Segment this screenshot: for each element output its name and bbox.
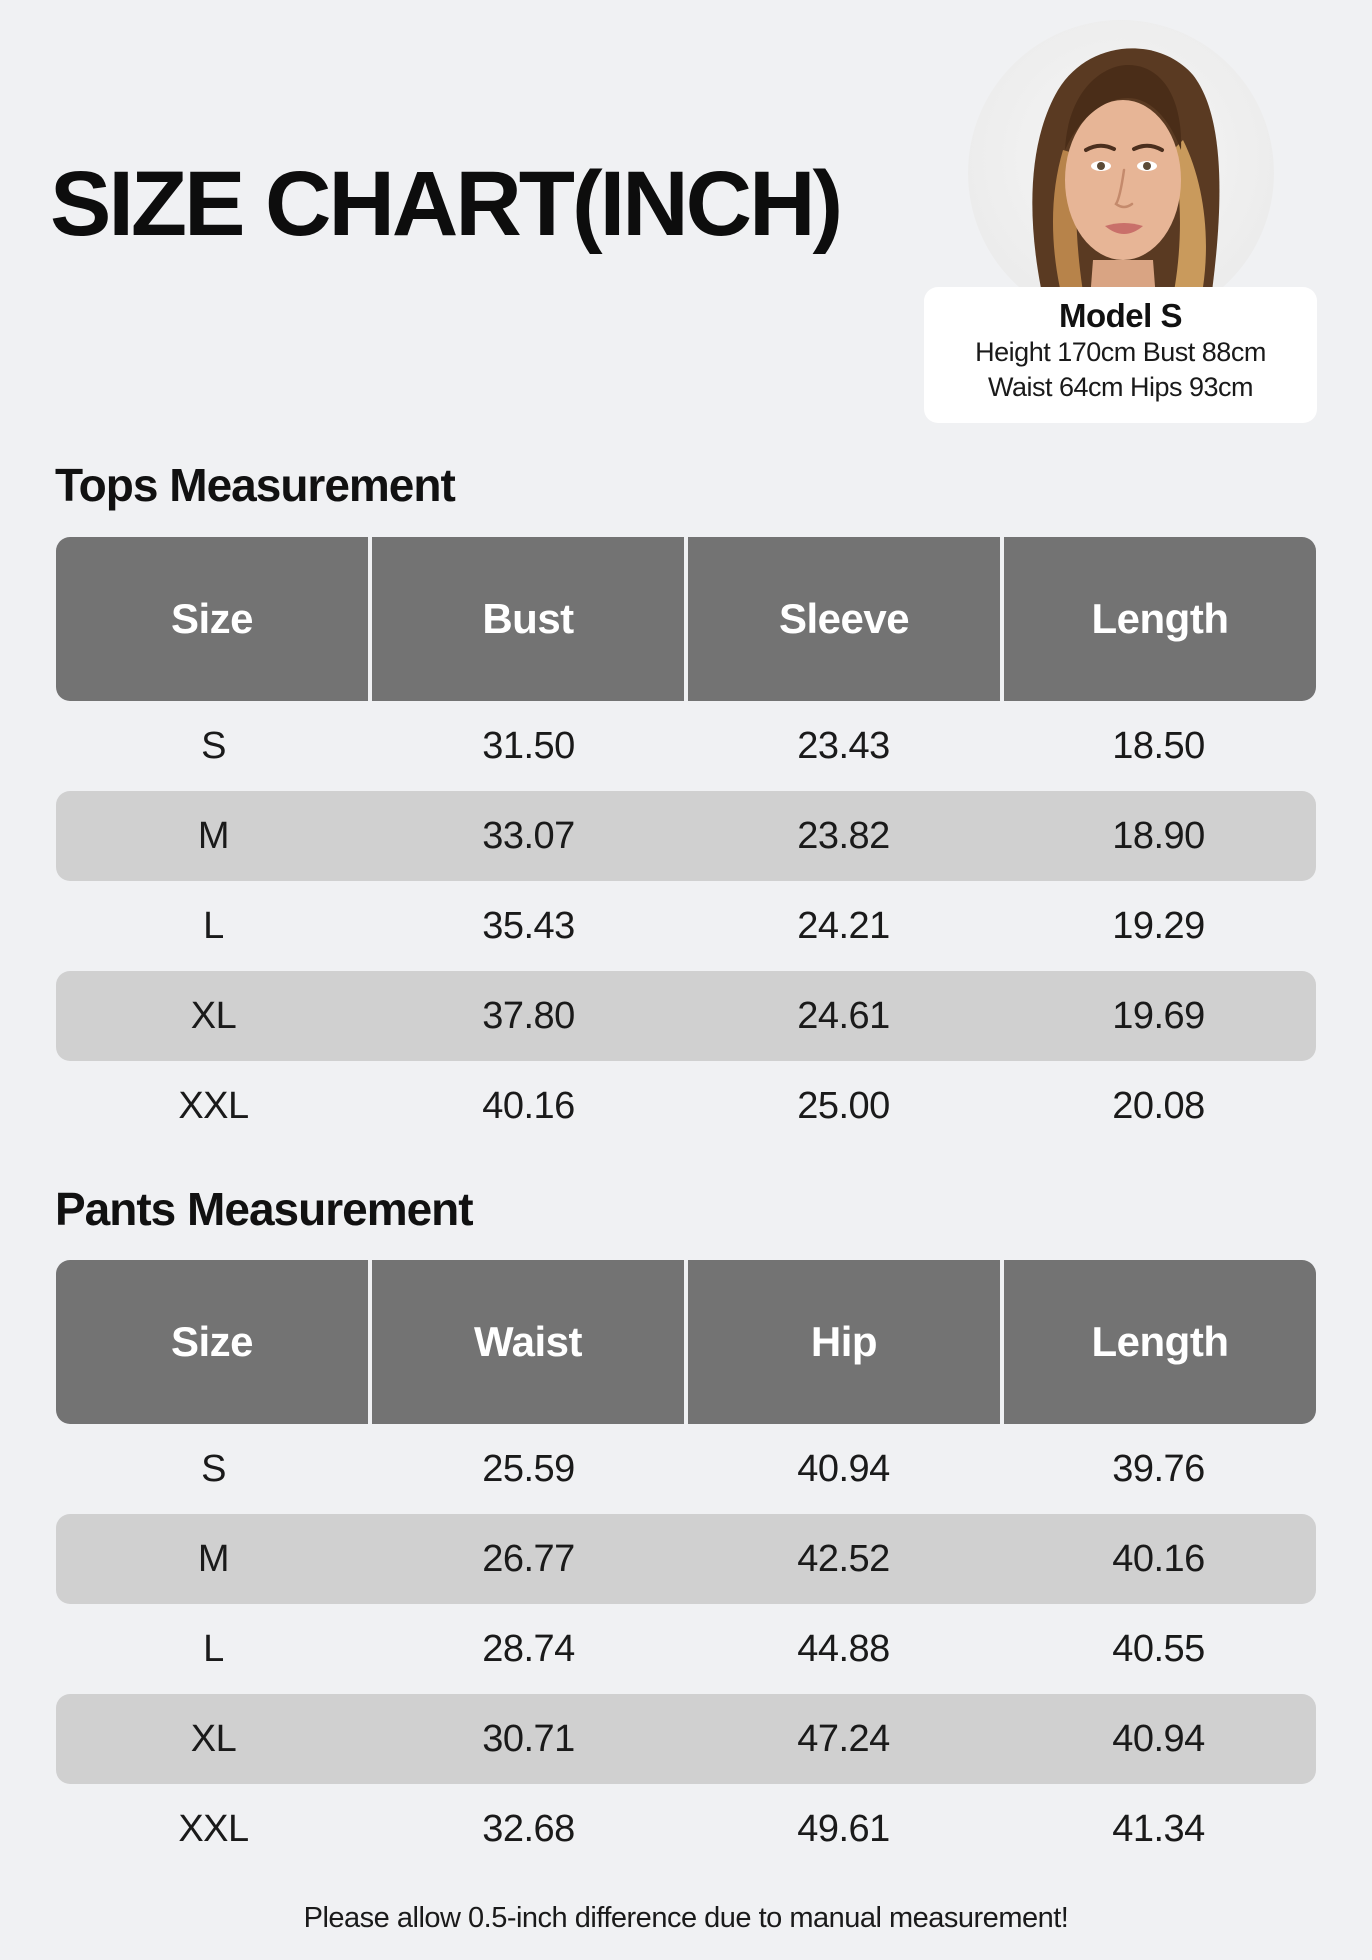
tops-header-sleeve: Sleeve [684, 537, 1000, 701]
table-cell: 40.16 [1112, 1537, 1205, 1580]
table-cell: 40.94 [1112, 1717, 1205, 1760]
table-cell: 42.52 [797, 1537, 890, 1580]
table-cell: XL [190, 994, 237, 1037]
page-title: SIZE CHART(INCH) [50, 153, 841, 255]
table-cell: 23.82 [797, 814, 890, 857]
measurement-note: Please allow 0.5-inch difference due to manual measurement! [303, 1902, 1069, 1934]
tops-table-header [56, 537, 1316, 701]
table-cell: 18.90 [1112, 814, 1205, 857]
table-cell: S [201, 1447, 226, 1490]
table-row [56, 1514, 1316, 1604]
table-row [56, 1424, 1316, 1514]
tops-section-title: Tops Measurement [55, 459, 455, 511]
table-cell: 18.50 [1112, 724, 1205, 767]
model-photo [968, 20, 1274, 326]
tops-header-length: Length [1000, 537, 1316, 701]
pants-header-length: Length [1000, 1260, 1316, 1424]
pants-header-size: Size [56, 1260, 368, 1424]
table-cell: 25.00 [797, 1084, 890, 1127]
table-cell: 32.68 [482, 1807, 575, 1850]
model-waist-hips: Waist 64cm Hips 93cm [987, 372, 1254, 403]
table-cell: 19.29 [1112, 904, 1205, 947]
table-cell: 28.74 [482, 1627, 575, 1670]
table-cell: 24.61 [797, 994, 890, 1037]
table-cell: XXL [178, 1084, 249, 1127]
table-cell: 39.76 [1112, 1447, 1205, 1490]
pants-header-hip: Hip [684, 1260, 1000, 1424]
model-height-bust: Height 170cm Bust 88cm [975, 336, 1266, 367]
table-cell: L [203, 1627, 224, 1670]
table-cell: M [197, 1537, 230, 1580]
table-cell: 49.61 [797, 1807, 890, 1850]
table-cell: XXL [178, 1807, 249, 1850]
table-cell: 47.24 [797, 1717, 890, 1760]
table-cell: L [203, 904, 224, 947]
pants-section-title: Pants Measurement [55, 1183, 473, 1235]
pants-header-waist: Waist [368, 1260, 684, 1424]
model-name: Model S [1058, 297, 1182, 334]
table-cell: 24.21 [797, 904, 890, 947]
table-cell: XL [190, 1717, 237, 1760]
tops-header-bust: Bust [368, 537, 684, 701]
table-cell: 33.07 [482, 814, 575, 857]
pants-table-header [56, 1260, 1316, 1424]
table-row [56, 1061, 1316, 1151]
pants-table [56, 1260, 1316, 1874]
table-row [56, 1784, 1316, 1874]
table-cell: 40.55 [1112, 1627, 1205, 1670]
table-cell: 35.43 [482, 904, 575, 947]
table-cell: 40.16 [482, 1084, 575, 1127]
table-cell: 25.59 [482, 1447, 575, 1490]
table-cell: 26.77 [482, 1537, 575, 1580]
table-cell: 44.88 [797, 1627, 890, 1670]
table-cell: 41.34 [1112, 1807, 1205, 1850]
model-info-card [924, 287, 1317, 423]
table-row [56, 1604, 1316, 1694]
table-row [56, 971, 1316, 1061]
table-row [56, 881, 1316, 971]
table-cell: S [201, 724, 226, 767]
table-cell: M [197, 814, 230, 857]
table-cell: 19.69 [1112, 994, 1205, 1037]
table-row [56, 791, 1316, 881]
table-cell: 40.94 [797, 1447, 890, 1490]
tops-table [56, 537, 1316, 1151]
table-row [56, 701, 1316, 791]
table-cell: 30.71 [482, 1717, 575, 1760]
table-cell: 31.50 [482, 724, 575, 767]
table-row [56, 1694, 1316, 1784]
table-cell: 20.08 [1112, 1084, 1205, 1127]
table-cell: 23.43 [797, 724, 890, 767]
tops-header-size: Size [56, 537, 368, 701]
table-cell: 37.80 [482, 994, 575, 1037]
